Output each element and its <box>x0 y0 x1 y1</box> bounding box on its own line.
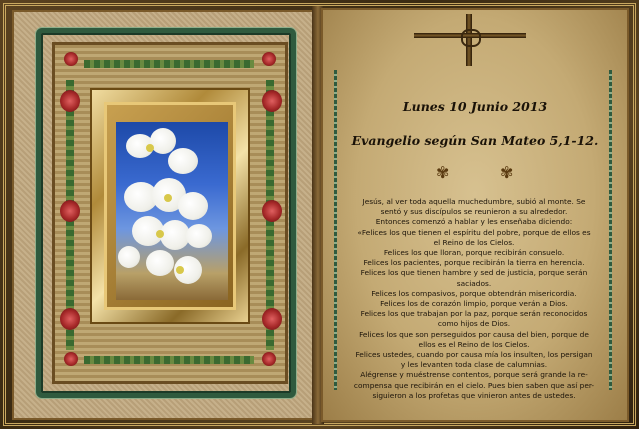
gospel-line: como hijos de Dios. <box>437 319 511 329</box>
date-heading: Lunes 10 Junio 2013 <box>402 99 548 114</box>
gospel-line: sentó y sus discípulos se reunieron a su alrededor. <box>380 207 568 217</box>
stamen <box>164 194 172 202</box>
petal <box>146 250 174 276</box>
gospel-line: el Reino de los Cielos. <box>433 237 515 247</box>
petal <box>168 148 198 174</box>
gospel-line: y les levanten toda clase de calumnias. <box>400 360 548 370</box>
blossom-photo <box>116 122 228 300</box>
petal <box>178 192 208 220</box>
rose-icon <box>60 308 80 330</box>
rose-icon <box>64 352 78 366</box>
page-rule-right <box>609 70 612 390</box>
gospel-line: Felices los de corazón limpio, porque verán a Dios. <box>380 299 568 309</box>
gospel-text <box>346 197 602 401</box>
flower-ornament-icon: ✾ <box>500 163 514 182</box>
rose-icon <box>60 200 80 222</box>
gospel-line: «Felices los que tienen el espíritu del pobre, porque de ellos es <box>357 227 591 237</box>
gospel-heading: Evangelio según San Mateo 5,1-12. <box>351 133 599 148</box>
rose-icon <box>262 90 282 112</box>
gospel-line: Entonces comenzó a hablar y les enseñaba diciendo: <box>375 217 573 227</box>
stamen <box>176 266 184 274</box>
gospel-line: Jesús, al ver toda aquella muchedumbre, subió al monte. Se <box>362 197 586 206</box>
gospel-line: saciados. <box>456 278 492 288</box>
stamen <box>146 144 154 152</box>
cross-ornament <box>461 29 481 47</box>
rose-icon <box>60 90 80 112</box>
gospel-line: siguieron a los profetas que vinieron antes de ustedes. <box>372 390 576 400</box>
vine-bottom <box>84 356 254 364</box>
gospel-line: Felices los que son perseguidos por causa del bien, porque de <box>359 329 589 339</box>
gospel-line: Alégrense y muéstrense contentos, porque será grande la re- <box>360 370 588 380</box>
gospel-line: Felices los compasivos, porque obtendrán misericordia. <box>371 288 577 298</box>
gospel-line: Felices ustedes, cuando por causa mía los insulten, los persigan <box>355 350 593 360</box>
rose-icon <box>262 308 282 330</box>
gospel-line: compensa que recibirán en el cielo. Pues bien saben que así per- <box>353 380 595 390</box>
rose-icon <box>262 200 282 222</box>
petal <box>186 224 212 248</box>
rose-icon <box>262 352 276 366</box>
gospel-line: Felices los que lloran, porque recibirán consuelo. <box>383 248 565 258</box>
flower-ornament-icon: ✾ <box>436 163 450 182</box>
page-rule-left <box>334 70 337 390</box>
gospel-line: ellos es el Reino de los Cielos. <box>418 339 530 349</box>
gospel-line: Felices los pacientes, porque recibirán la tierra en herencia. <box>363 258 585 268</box>
stamen <box>156 230 164 238</box>
gospel-line: Felices los que trabajan por la paz, porque serán reconocidos <box>360 309 588 319</box>
gospel-line: Felices los que tienen hambre y sed de justicia, porque serán <box>360 268 588 278</box>
rose-icon <box>262 52 276 66</box>
petal <box>118 246 140 268</box>
rose-icon <box>64 52 78 66</box>
petal <box>150 128 176 154</box>
vine-top <box>84 60 254 68</box>
